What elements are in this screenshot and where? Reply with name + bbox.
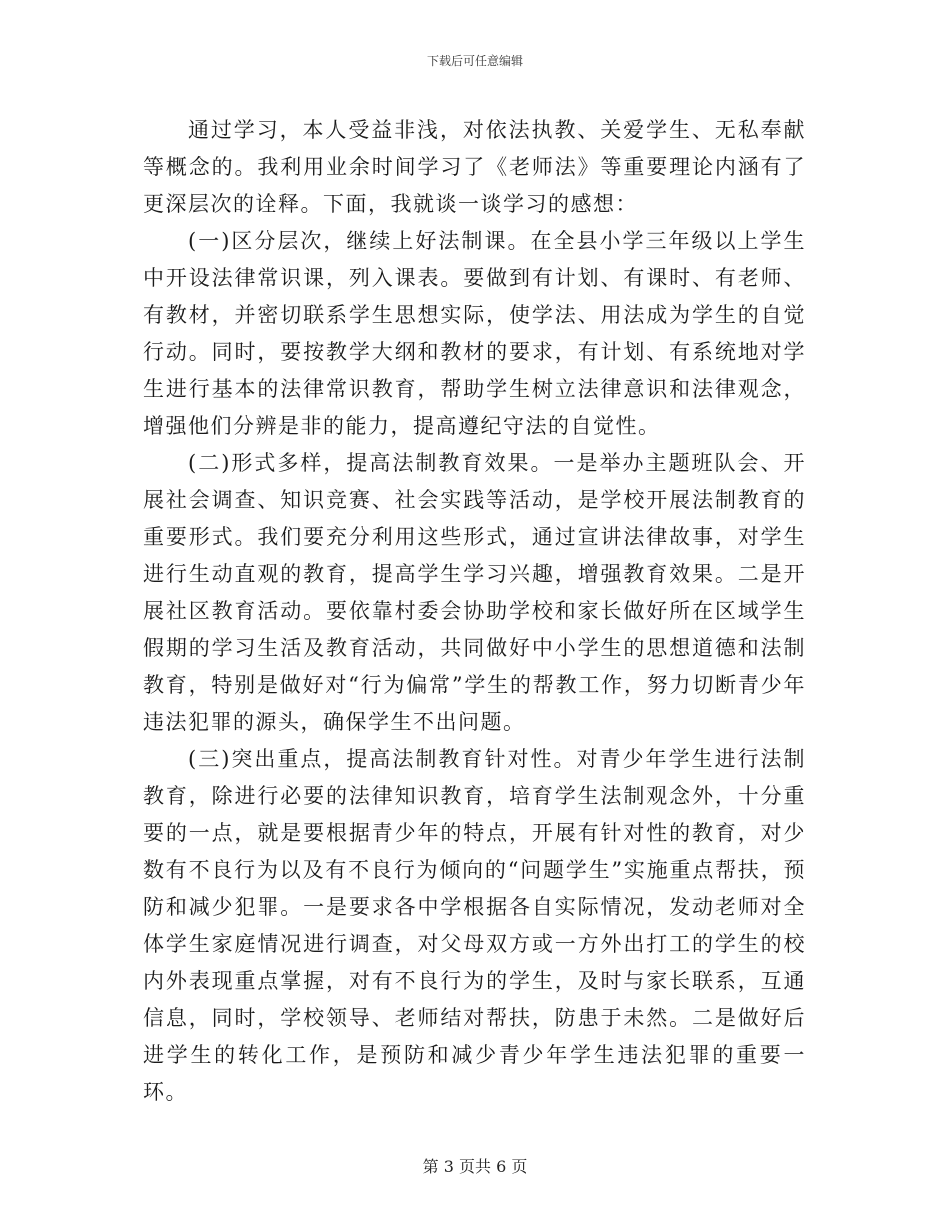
document-body xyxy=(143,112,806,1111)
page-number-footer: 第 3 页共 6 页 xyxy=(422,1157,528,1176)
paragraph-section-1: (一)区分层次，继续上好法制课。在全县小学三年级以上学生中开设法律常识课，列入课表。要做到有计划、有课时、有老师、有教材，并密切联系学生思想实际，使学法、用法成为学生的自觉行动。同时，要按教学大纲和教材的要求，有计划、有系统地对学生进行基本的法律常识教育，帮助学生树立法律意识和法律观念，增强他们分辨是非的能力，提高遵纪守法的自觉性。 xyxy=(143,229,806,438)
page-header: 下载后可任意编辑 xyxy=(426,54,523,68)
paragraph-intro: 通过学习，本人受益非浅，对依法执教、关爱学生、无私奉献等概念的。我利用业余时间学习了《老师法》等重要理论内涵有了更深层次的诠释。下面，我就谈一谈学习的感想： xyxy=(143,118,806,216)
paragraph-section-3: (三)突出重点，提高法制教育针对性。对青少年学生进行法制教育，除进行必要的法律知识教育，培育学生法制观念外，十分重要的一点，就是要根据青少年的特点，开展有针对性的教育，对少数有不良行为以及有不良行为倾向的“问题学生”实施重点帮扶，预防和减少犯罪。一是要求各中学根据各自实际情况，发动老师对全体学生家庭情况进行调查，对父母双方或一方外出打工的学生的校内外表现重点掌握，对有不良行为的学生，及时与家长联系，互通信息，同时，学校领导、老师结对帮扶，防患于未然。二是做好后进学生的转化工作，是预防和减少青少年学生违法犯罪的重要一环。 xyxy=(143,747,806,1104)
paragraph-section-2: (二)形式多样，提高法制教育效果。一是举办主题班队会、开展社会调查、知识竞赛、社会实践等活动，是学校开展法制教育的重要形式。我们要充分利用这些形式，通过宣讲法律故事，对学生进行生动直观的教育，提高学生学习兴趣，增强教育效果。二是开展社区教育活动。要依靠村委会协助学校和家长做好所在区域学生假期的学习生活及教育活动，共同做好中小学生的思想道德和法制教育，特别是做好对“行为偏常”学生的帮教工作，努力切断青少年违法犯罪的源头，确保学生不出问题。 xyxy=(143,451,806,734)
